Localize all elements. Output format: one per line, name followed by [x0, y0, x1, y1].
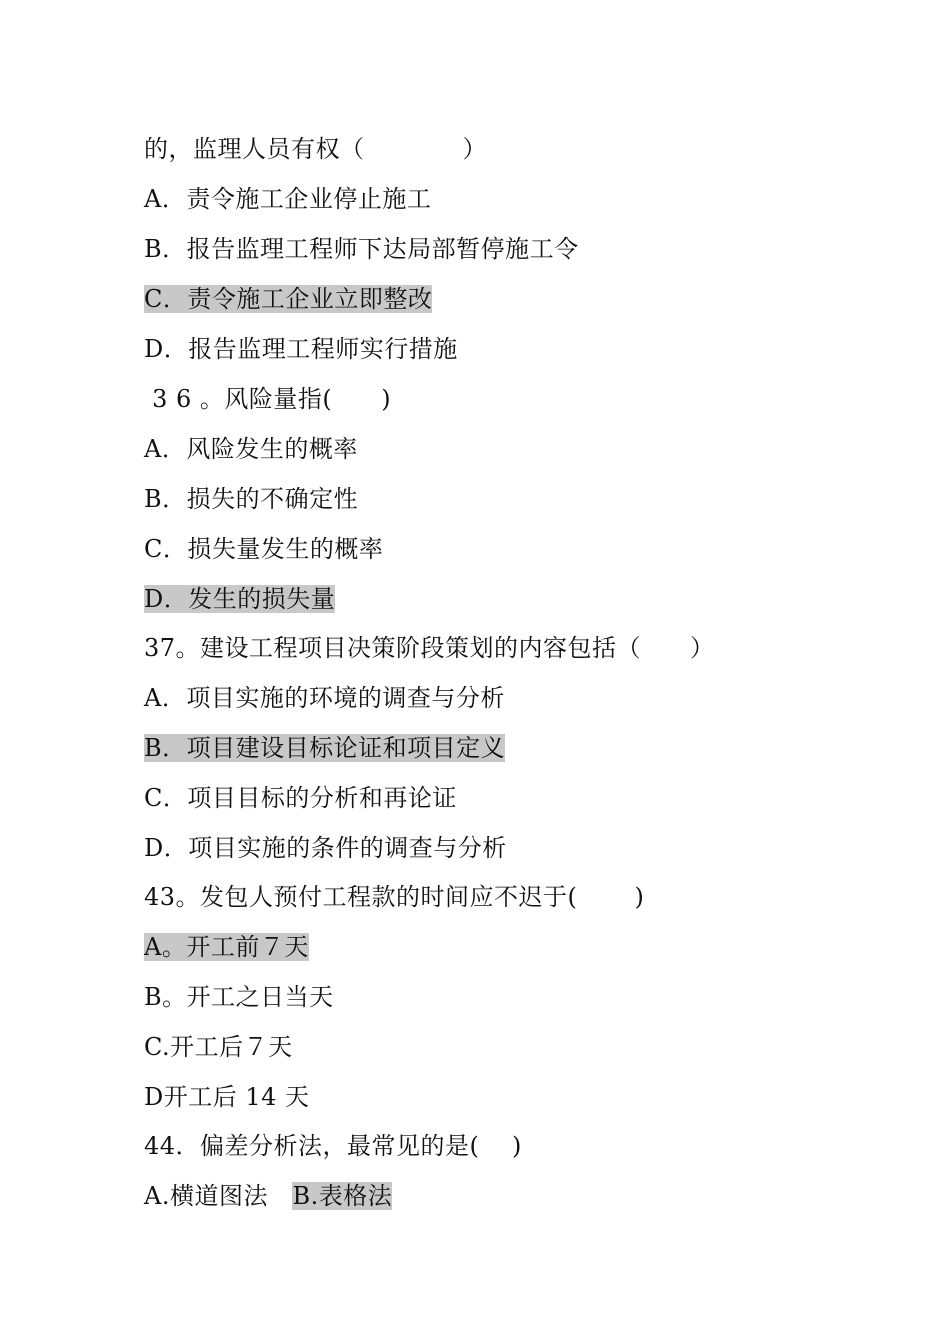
text-line-22 [144, 1181, 392, 1211]
option-d: D开工后 14 天 [144, 1083, 310, 1111]
text-line-14 [144, 783, 457, 813]
text-line-10 [144, 584, 335, 614]
text-line-8 [144, 484, 358, 514]
option-c: C．项目目标的分析和再论证 [144, 784, 457, 812]
question-37: 37。建设工程项目决策阶段策划的内容包括（ ） [144, 634, 715, 662]
text-line-6 [144, 384, 391, 414]
option-c: C．损失量发生的概率 [144, 535, 384, 563]
option-b-highlighted: B.表格法 [292, 1182, 393, 1210]
text-line-3 [144, 234, 579, 264]
text-line-4 [144, 284, 432, 314]
option-d: D．项目实施的条件的调查与分析 [144, 834, 507, 862]
text-line-1 [144, 134, 487, 164]
text-line-7 [144, 434, 358, 464]
question-44: 44．偏差分析法，最常见的是( ) [144, 1132, 522, 1160]
text-line-16 [144, 882, 644, 912]
option-a: A．项目实施的环境的调查与分析 [144, 684, 505, 712]
option-c-highlighted: C．责令施工企业立即整改 [144, 285, 433, 313]
option-b: B。开工之日当天 [144, 983, 334, 1011]
option-a: A．责令施工企业停止施工 [144, 185, 432, 213]
question-continuation: 的，监理人员有权（ ） [144, 135, 487, 163]
option-d: D．报告监理工程师实行措施 [144, 335, 458, 363]
option-a: A．风险发生的概率 [144, 435, 358, 463]
text-line-2 [144, 184, 431, 214]
text-line-9 [144, 534, 383, 564]
text-line-13 [144, 733, 505, 763]
text-line-15 [144, 833, 507, 863]
text-line-17 [144, 932, 309, 962]
text-line-12 [144, 683, 505, 713]
text-line-21 [144, 1131, 522, 1161]
option-b: B．报告监理工程师下达局部暂停施工令 [144, 235, 579, 263]
option-d-highlighted: D．发生的损失量 [144, 585, 336, 613]
question-43: 43。发包人预付工程款的时间应不迟于( ) [144, 883, 645, 911]
text-line-18 [144, 982, 334, 1012]
question-36: 3 6 。风险量指( ) [144, 385, 392, 413]
option-b: B．损失的不确定性 [144, 485, 359, 513]
option-a-highlighted: A。开工前７天 [144, 933, 309, 961]
text-line-19 [144, 1032, 293, 1062]
text-line-5 [144, 334, 458, 364]
option-a: A.横道图法 [144, 1182, 293, 1210]
text-line-11 [144, 633, 715, 663]
text-line-20 [144, 1082, 310, 1112]
option-c: C.开工后７天 [144, 1033, 293, 1061]
option-b-highlighted: B．项目建设目标论证和项目定义 [144, 734, 506, 762]
